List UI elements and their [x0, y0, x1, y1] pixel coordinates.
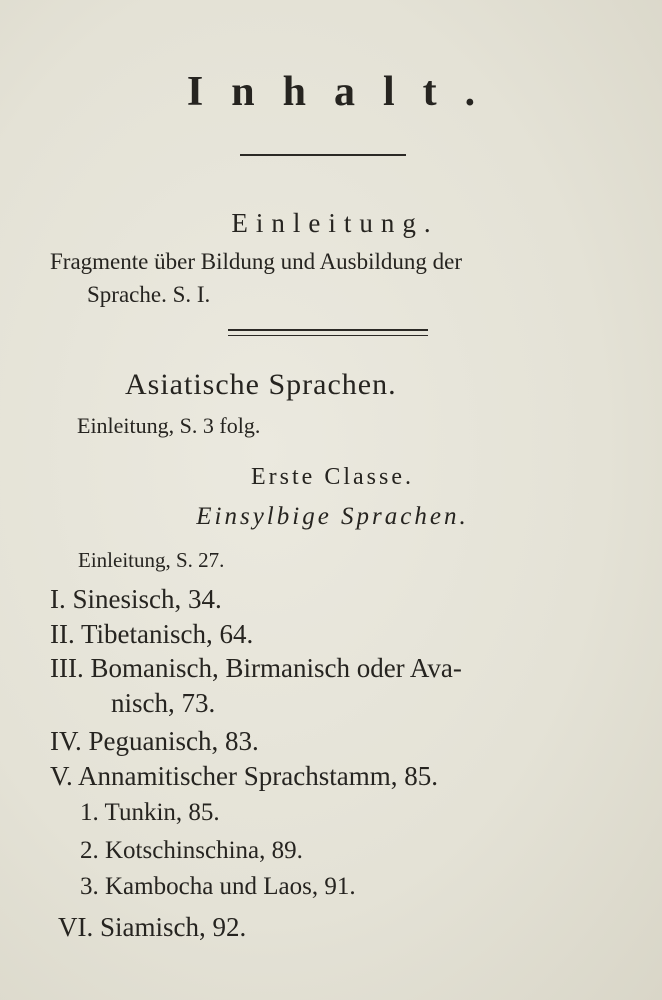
page-title: Inhalt.: [186, 69, 504, 115]
intro-line-2: Sprache. S. I.: [87, 282, 211, 307]
toc-subentry-kambocha: 3. Kambocha und Laos, 91.: [80, 873, 356, 900]
toc-entry-sinesisch: I. Sinesisch, 34.: [50, 584, 222, 614]
section-divider-thin: [228, 335, 428, 336]
intro-heading: Einleitung.: [231, 208, 439, 238]
section-divider-thick: [228, 329, 428, 331]
toc-subentry-tunkin: 1. Tunkin, 85.: [80, 799, 220, 826]
class-heading: Erste Classe.: [251, 464, 414, 490]
asia-intro: Einleitung, S. 3 folg.: [77, 413, 261, 438]
toc-entry-bomanisch: III. Bomanisch, Birmanisch oder Ava-: [50, 653, 462, 683]
class-subheading: Einsylbige Sprachen.: [196, 503, 469, 530]
toc-entry-peguanisch: IV. Peguanisch, 83.: [50, 726, 259, 756]
intro-line-1: Fragmente über Bildung und Ausbildung der: [50, 249, 463, 274]
toc-entry-bomanisch-continued: nisch, 73.: [111, 688, 216, 718]
title-divider: [240, 154, 406, 156]
toc-entry-annamitisch: V. Annamitischer Sprachstamm, 85.: [50, 761, 438, 791]
asia-heading: Asiatische Sprachen.: [125, 368, 397, 401]
toc-entry-siamisch: VI. Siamisch, 92.: [58, 912, 247, 942]
toc-entry-tibetanisch: II. Tibetanisch, 64.: [50, 619, 254, 649]
toc-subentry-kotschinschina: 2. Kotschinschina, 89.: [80, 837, 303, 864]
class-intro: Einleitung, S. 27.: [78, 548, 225, 572]
